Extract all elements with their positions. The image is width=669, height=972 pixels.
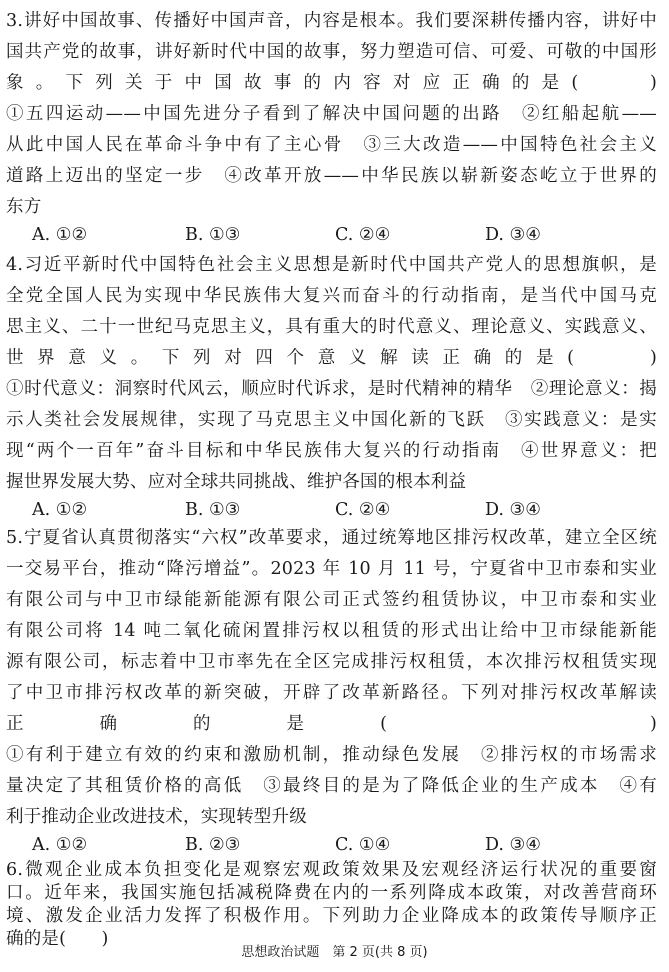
question-5-line: 5.宁夏省认真贯彻落实“六权”改革要求，通过统筹地区排污权改革，建立全区统 bbox=[6, 528, 657, 548]
question-5-line: 有限公司将 14 吨二氧化硫闲置排污权以租赁的形式出让给中卫市绿能新能 bbox=[6, 621, 657, 641]
answer-option[interactable]: D. ③④ bbox=[485, 835, 541, 855]
question-5-line: 了中卫市排污权改革的新突破，开辟了改革新路径。下列对排污权改革解读 bbox=[6, 683, 657, 703]
answer-option[interactable]: D. ③④ bbox=[485, 500, 541, 520]
question-5-options bbox=[32, 832, 652, 858]
question-3-line: 从此中国人民在革命斗争中有了主心骨 ③三大改造——中国特色社会主义 bbox=[6, 135, 657, 155]
question-5-line: 量决定了其租赁价格的高低 ③最终目的是为了降低企业的生产成本 ④有 bbox=[6, 776, 657, 796]
question-4-line: ①时代意义：洞察时代风云，顺应时代诉求，是时代精神的精华 ②理论意义：揭 bbox=[6, 379, 657, 399]
question-5-line: 利于推动企业改进技术，实现转型升级 bbox=[6, 807, 307, 827]
question-4-line: 思主义、二十一世纪马克思主义，具有重大的时代意义、理论意义、实践意义、 bbox=[6, 317, 657, 337]
answer-option[interactable]: C. ②④ bbox=[335, 500, 391, 520]
answer-option[interactable]: D. ③④ bbox=[485, 225, 541, 245]
question-6-line: 确的是( ) bbox=[6, 929, 109, 949]
answer-option[interactable]: B. ②③ bbox=[185, 835, 241, 855]
page-footer: 思想政治试题 第 2 页(共 8 页) bbox=[241, 945, 428, 960]
question-6-line: 6.微观企业成本负担变化是观察宏观政策效果及宏观经济运行状况的重要窗 bbox=[6, 860, 657, 880]
question-3-line: 道路上迈出的坚定一步 ④改革开放——中华民族以崭新姿态屹立于世界的 bbox=[6, 166, 657, 186]
answer-option[interactable]: B. ①③ bbox=[185, 500, 241, 520]
answer-option[interactable]: B. ①③ bbox=[185, 225, 241, 245]
question-4-line: 4.习近平新时代中国特色社会主义思想是新时代中国共产党人的思想旗帜，是 bbox=[6, 255, 657, 275]
question-5-line: 有限公司与中卫市绿能新能源有限公司正式签约租赁协议，中卫市泰和实业 bbox=[6, 590, 657, 610]
question-5-line: 正确的是( ) bbox=[6, 714, 657, 734]
question-4-options bbox=[32, 497, 652, 523]
question-4-line: 全党全国人民为实现中华民族伟大复兴而奋斗的行动指南，是当代中国马克 bbox=[6, 286, 657, 306]
answer-option[interactable]: A. ①② bbox=[32, 500, 88, 520]
question-5-line: ①有利于建立有效的约束和激励机制，推动绿色发展 ②排污权的市场需求 bbox=[6, 745, 657, 765]
question-4-line: 现“两个一百年”奋斗目标和中华民族伟大复兴的行动指南 ④世界意义：把 bbox=[6, 441, 657, 461]
question-3-line: 3.讲好中国故事、传播好中国声音，内容是根本。我们要深耕传播内容，讲好中 bbox=[6, 11, 657, 31]
answer-option[interactable]: C. ②④ bbox=[335, 225, 391, 245]
question-4-line: 示人类社会发展规律，实现了马克思主义中国化新的飞跃 ③实践意义：是实 bbox=[6, 410, 657, 430]
question-3-options bbox=[32, 222, 652, 248]
answer-option[interactable]: C. ①④ bbox=[335, 835, 391, 855]
question-3-line: 象。下列关于中国故事的内容对应正确的是( ) bbox=[6, 73, 657, 93]
question-3-line: 东方 bbox=[6, 197, 42, 217]
question-3-line: 国共产党的故事，讲好新时代中国的故事，努力塑造可信、可爱、可敬的中国形 bbox=[6, 42, 657, 62]
question-3-line: ①五四运动——中国先进分子看到了解决中国问题的出路 ②红船起航—— bbox=[6, 104, 657, 124]
question-5-line: 一交易平台，推动“降污增益”。2023 年 10 月 11 号，宁夏省中卫市泰和实业 bbox=[6, 559, 657, 579]
question-4-line: 世界意义。下列对四个意义解读正确的是( ) bbox=[6, 348, 657, 368]
answer-option[interactable]: A. ①② bbox=[32, 225, 88, 245]
question-4-line: 握世界发展大势、应对全球共同挑战、维护各国的根本利益 bbox=[6, 472, 467, 492]
question-5-line: 源有限公司，标志着中卫市率先在全区完成排污权租赁，本次排污权租赁实现 bbox=[6, 652, 657, 672]
question-6-line: 境、激发企业活力发挥了积极作用。下列助力企业降成本的政策传导顺序正 bbox=[6, 906, 657, 926]
question-6-line: 口。近年来，我国实施包括减税降费在内的一系列降成本政策，对改善营商环 bbox=[6, 883, 657, 903]
answer-option[interactable]: A. ①② bbox=[32, 835, 88, 855]
